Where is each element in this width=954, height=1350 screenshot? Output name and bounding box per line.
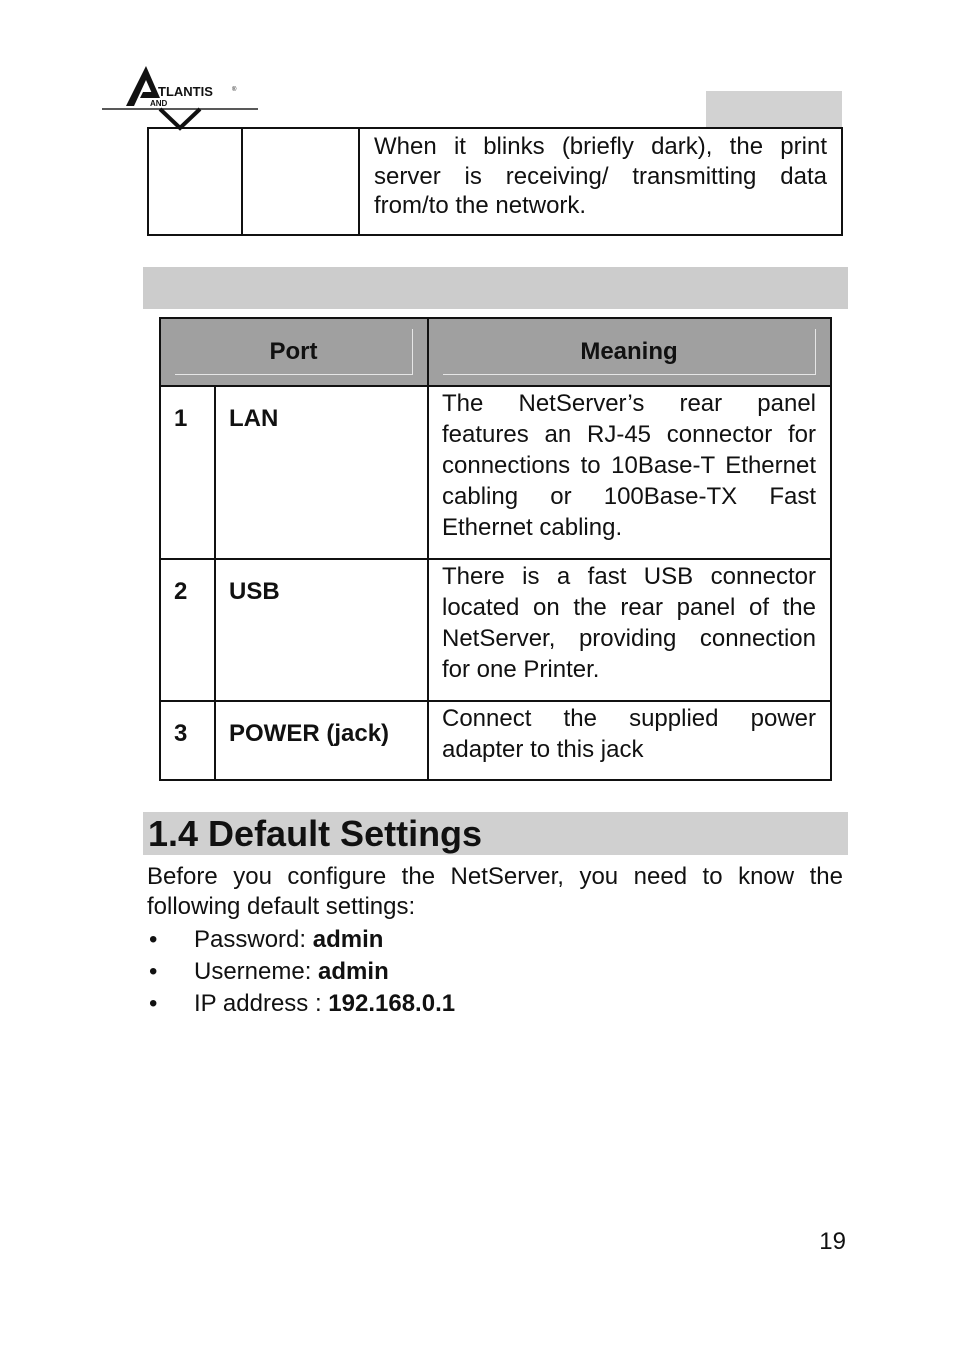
list-item [147,988,455,1020]
port-number: 3 [160,701,215,780]
list-item [147,924,455,956]
table-row [160,559,831,701]
header-port-label: Port [175,329,413,375]
bullet-icon: • [149,926,158,953]
svg-text:TLANTIS: TLANTIS [158,84,213,99]
led-description: When it blinks (briefly dark), the print server is receiving/ transmitting data from/to the network. [374,133,827,219]
table-header-row [160,318,831,386]
page-number: 19 [819,1228,846,1255]
bullet-icon: • [149,990,158,1017]
port-meaning: Connect the supplied power adapter to this jack [428,701,831,780]
setting-value: admin [312,926,384,953]
port-name: POWER (jack) [215,701,428,780]
port-number: 2 [160,559,215,701]
table-row [160,386,831,559]
table-row [148,128,842,235]
svg-text:AND: AND [150,99,168,108]
table-row [160,701,831,780]
setting-label: Password: [194,926,313,953]
empty-cell [242,128,359,235]
port-name: USB [215,559,428,701]
svg-text:®: ® [232,87,237,93]
section-intro: Before you configure the NetServer, you need to know the following default settings: [147,863,843,920]
bullet-icon: • [149,958,158,985]
section-title: 1.4 Default Settings [148,813,483,854]
port-meaning: There is a fast USB connector located on the rear panel of the NetServer, providing connection for one Printer. [428,559,831,701]
port-number: 1 [160,386,215,559]
atlantis-logo [100,62,260,134]
header-port [160,318,428,386]
list-item [147,956,455,988]
port-name: LAN [215,386,428,559]
port-meaning: The NetServer’s rear panel features an RJ-45 connector for connections to 10Base-T Ethernet cabling or 100Base-TX Fast Ethernet cabling. [428,386,831,559]
setting-value: 192.168.0.1 [328,990,456,1017]
header-gray-box [706,91,842,127]
continued-table [147,127,843,236]
table-caption-bar [143,267,848,309]
description-cell [359,128,842,235]
header-meaning-label: Meaning [443,329,816,375]
default-settings-list [147,924,455,1020]
port-table [159,317,832,781]
setting-label: IP address : [194,990,329,1017]
setting-value: admin [318,958,389,985]
empty-cell [148,128,242,235]
setting-label: Userneme: [194,958,319,985]
header-meaning [428,318,831,386]
